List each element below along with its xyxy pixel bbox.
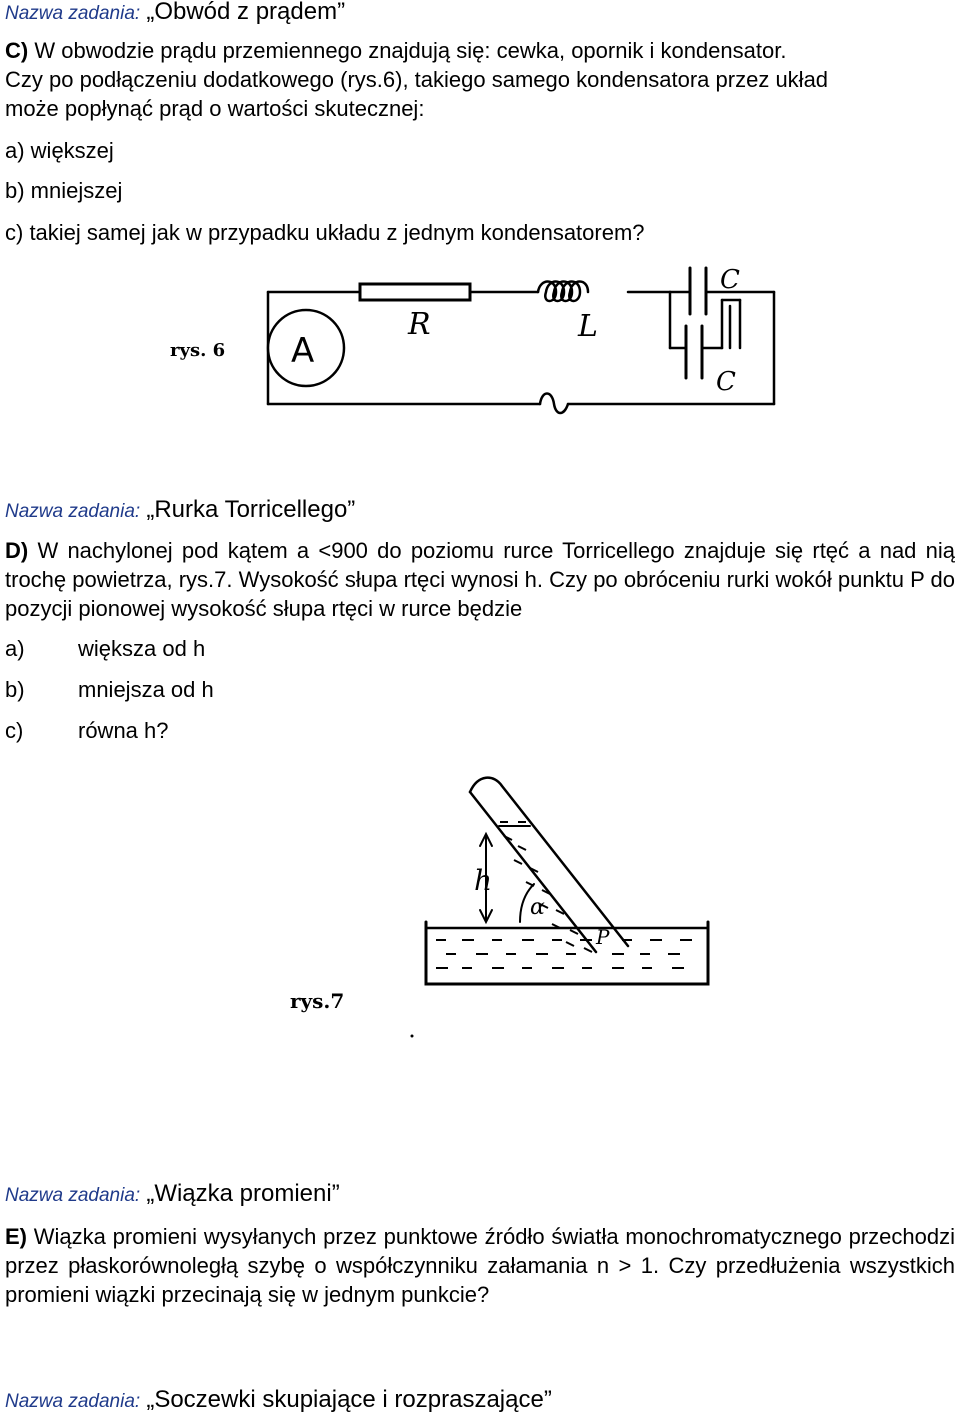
option-text: równa h? xyxy=(78,718,169,743)
capacitor-label-top: C xyxy=(720,265,740,295)
task-title: „Soczewki skupiające i rozpraszające” xyxy=(146,1386,552,1413)
option-b: b) mniejszej xyxy=(5,178,123,203)
option-c: c) takiej samej jak w przypadku układu z jednym kondensatorem? xyxy=(5,220,645,245)
question-text: Wiązka promieni wysyłanych przez punktowe źródło światła monochromatycznego przechodzi przez płaskorównoległą szybę o współczynniku załamania n > 1. Czy przedłużenia wszystkich promieni wiązki przecinają się w jednym punkcie? xyxy=(5,1224,955,1307)
question-line: może popłynąć prąd o wartości skutecznej: xyxy=(5,96,425,121)
resistor-label: R xyxy=(408,307,431,342)
inductor-label: L xyxy=(578,309,598,344)
option-a: a) większej xyxy=(5,138,114,163)
task-key: D) xyxy=(5,538,29,563)
option-text: mniejsza od h xyxy=(78,677,214,702)
task-key: C) xyxy=(5,38,29,63)
option-key: a) xyxy=(5,636,25,661)
option-text: większa od h xyxy=(78,636,206,661)
task-label: Nazwa zadania: xyxy=(5,1391,141,1412)
figure-label: rys. 6 xyxy=(170,340,226,361)
task-header-e xyxy=(5,1180,340,1208)
task-title: „Wiązka promieni” xyxy=(146,1180,340,1207)
task-key: E) xyxy=(5,1224,27,1249)
question-text: W obwodzie prądu przemiennego znajdują się: cewka, opornik i kondensator. xyxy=(34,38,787,63)
task-label: Nazwa zadania: xyxy=(5,1185,141,1206)
angle-label: α xyxy=(530,895,545,920)
ammeter-symbol: A xyxy=(291,331,315,371)
tube xyxy=(470,778,628,946)
task-title: „Rurka Torricellego” xyxy=(146,496,356,523)
task-title: „Obwód z prądem” xyxy=(146,0,346,25)
height-label: h xyxy=(474,864,493,897)
question-text: W nachylonej pod kątem a <900 do poziomu rurce Torricellego znajduje się rtęć a nad nią trochę powietrza, rys.7. Wysokość słupa rtęci wynosi h. Czy po obróceniu rurki wokół punktu P do pozycji pionowej wysokość słupa rtęci w rurce będzie xyxy=(5,538,955,621)
task-header-next xyxy=(5,1386,552,1414)
figure-label: rys.7 xyxy=(290,989,345,1013)
task-e-question xyxy=(5,1222,955,1309)
option-key: b) xyxy=(5,677,25,702)
task-label: Nazwa zadania: xyxy=(5,501,141,522)
point-label: P xyxy=(596,925,610,949)
capacitor-label-bottom: C xyxy=(716,367,736,397)
question-line: Czy po podłączeniu dodatkowego (rys.6), takiego samego kondensatora przez układ xyxy=(5,67,829,92)
task-label: Nazwa zadania: xyxy=(5,3,141,24)
option-key: c) xyxy=(5,718,24,743)
